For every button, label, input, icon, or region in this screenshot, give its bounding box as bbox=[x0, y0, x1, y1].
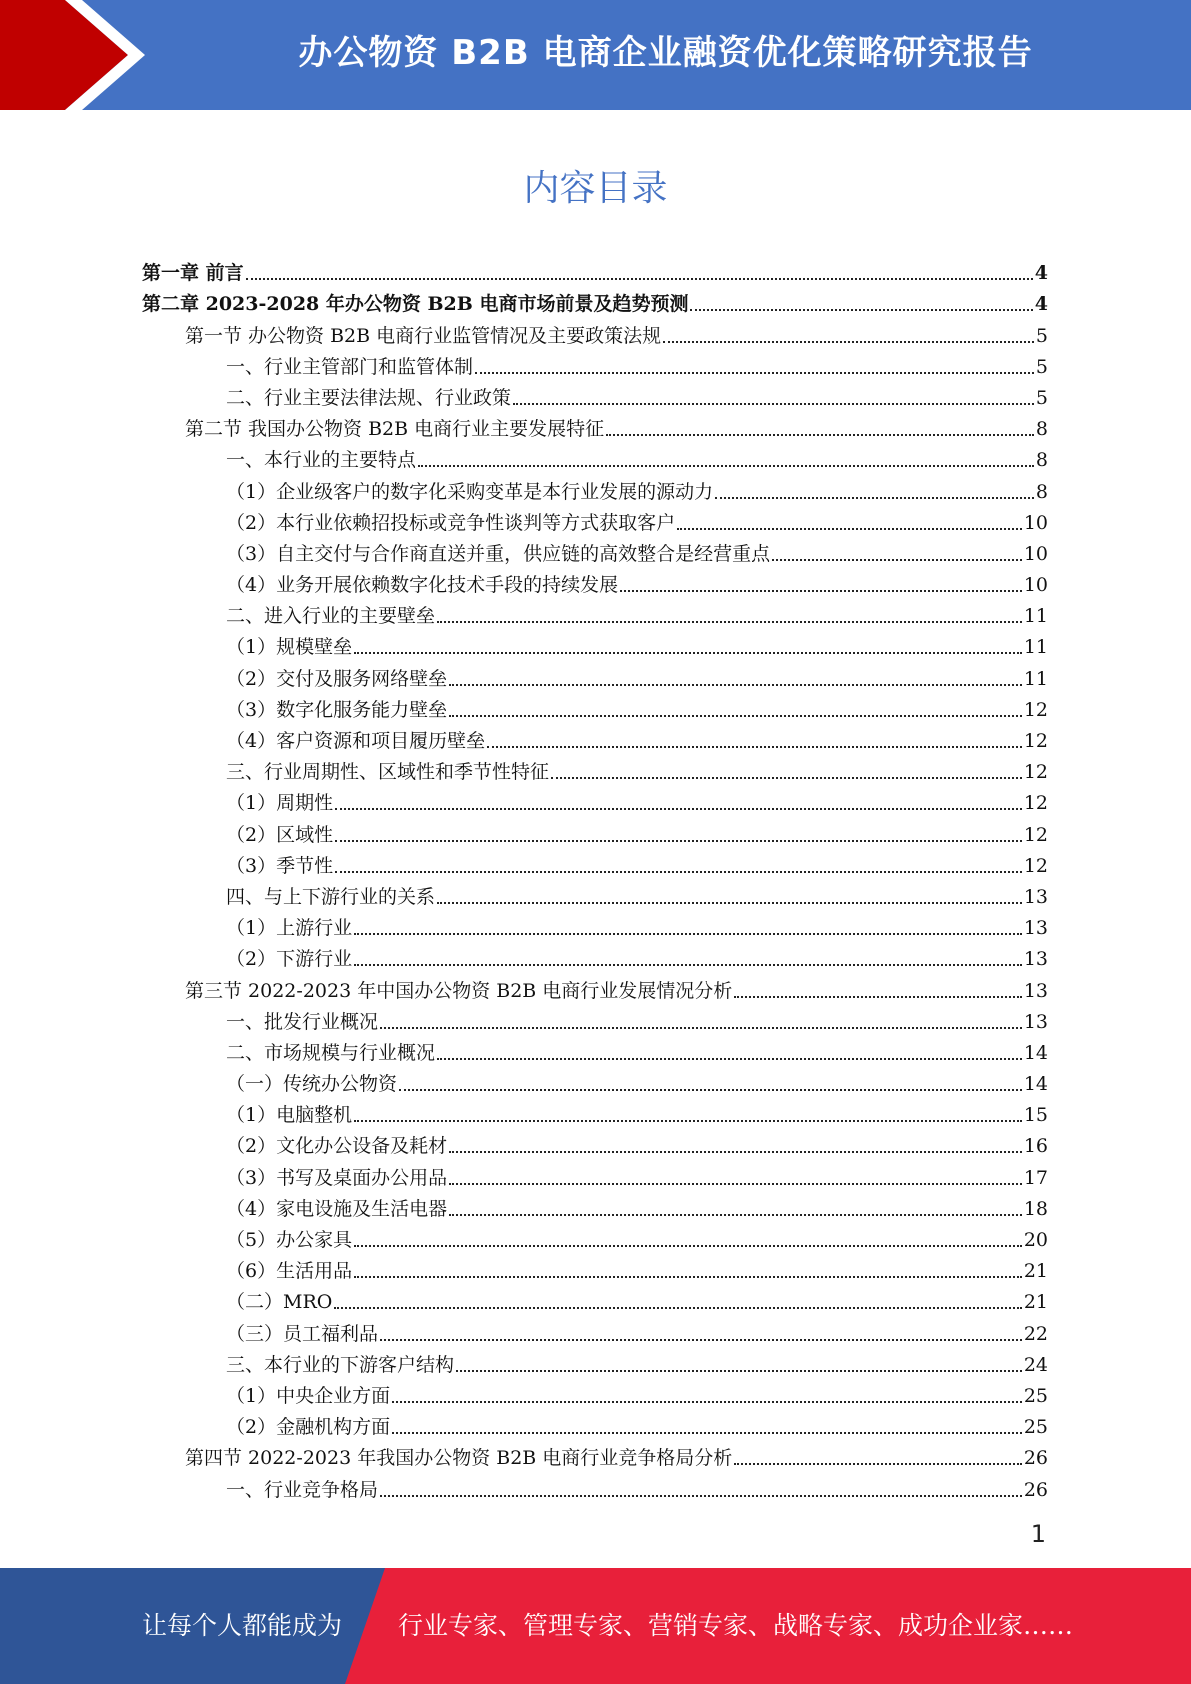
toc-entry-title: 第二节 我国办公物资 B2B 电商行业主要发展特征 bbox=[185, 418, 605, 441]
toc-entry-title: （2）文化办公设备及耗材 bbox=[226, 1135, 448, 1158]
toc-dot-leader bbox=[380, 1027, 1022, 1029]
toc-entry-title: （2）下游行业 bbox=[226, 948, 353, 971]
toc-dot-leader bbox=[437, 1058, 1022, 1060]
toc-dot-leader bbox=[335, 840, 1022, 842]
toc-dot-leader bbox=[456, 1370, 1022, 1372]
toc-entry-title: （4）客户资源和项目履历壁垒 bbox=[226, 730, 486, 752]
toc-entry[interactable] bbox=[142, 504, 1048, 535]
toc-dot-leader bbox=[487, 746, 1022, 748]
toc-entry[interactable] bbox=[142, 1003, 1048, 1034]
toc-entry[interactable] bbox=[142, 1221, 1048, 1252]
toc-entry[interactable] bbox=[142, 1283, 1048, 1314]
toc-entry[interactable] bbox=[142, 940, 1048, 971]
toc-entry-title: （1）周期性 bbox=[226, 792, 334, 815]
toc-entry-title: （3）数字化服务能力壁垒 bbox=[226, 698, 448, 721]
toc-entry-page: 22 bbox=[1023, 1322, 1048, 1345]
toc-entry-title: 第四节 2022-2023 年我国办公物资 B2B 电商行业竞争格局分析 bbox=[185, 1447, 733, 1470]
toc-dot-leader bbox=[772, 559, 1022, 561]
toc-entry-page: 18 bbox=[1023, 1197, 1048, 1220]
toc-entry-page: 15 bbox=[1023, 1104, 1048, 1127]
toc-entry[interactable] bbox=[142, 1439, 1048, 1470]
toc-entry-title: 一、本行业的主要特点 bbox=[226, 449, 417, 472]
toc-entry[interactable] bbox=[142, 1158, 1048, 1189]
toc-entry[interactable] bbox=[142, 1377, 1048, 1408]
toc-entry[interactable] bbox=[142, 348, 1048, 379]
toc-dot-leader bbox=[734, 1463, 1022, 1465]
toc-entry-title: （1）电脑整机 bbox=[226, 1104, 353, 1127]
toc-entry[interactable] bbox=[142, 316, 1048, 347]
toc-dot-leader bbox=[620, 590, 1022, 592]
toc-entry[interactable] bbox=[142, 254, 1048, 285]
toc-entry-page: 11 bbox=[1023, 636, 1048, 659]
toc-entry[interactable] bbox=[142, 1065, 1048, 1096]
toc-entry-title: 一、行业主管部门和监管体制 bbox=[226, 355, 474, 378]
toc-entry[interactable] bbox=[142, 628, 1048, 659]
toc-entry-page: 8 bbox=[1035, 449, 1048, 472]
toc-dot-leader bbox=[449, 1214, 1022, 1216]
toc-entry[interactable] bbox=[142, 566, 1048, 597]
toc-entry-title: 二、行业主要法律法规、行业政策 bbox=[226, 386, 512, 409]
toc-entry[interactable] bbox=[142, 659, 1048, 690]
toc-entry-page: 12 bbox=[1023, 761, 1048, 784]
toc-heading: 内容目录 bbox=[523, 168, 668, 209]
toc-entry-title: 第二章 2023-2028 年办公物资 B2B 电商市场前景及趋势预测 bbox=[142, 293, 689, 316]
page-header bbox=[0, 0, 1191, 110]
toc-entry-page: 12 bbox=[1023, 730, 1048, 752]
toc-entry[interactable] bbox=[142, 1096, 1048, 1127]
page-number: 1 bbox=[1030, 1520, 1046, 1548]
toc-entry[interactable] bbox=[142, 971, 1048, 1002]
toc-entry-page: 16 bbox=[1023, 1135, 1048, 1158]
toc-dot-leader bbox=[354, 1245, 1022, 1247]
toc-dot-leader bbox=[418, 465, 1034, 467]
toc-entry-page: 13 bbox=[1023, 948, 1048, 971]
toc-dot-leader bbox=[380, 1339, 1022, 1341]
toc-entry-page: 14 bbox=[1023, 1073, 1048, 1096]
toc-entry-page: 8 bbox=[1035, 480, 1048, 503]
toc-entry-page: 12 bbox=[1023, 698, 1048, 721]
toc-dot-leader bbox=[513, 403, 1034, 405]
toc-dot-leader bbox=[380, 1495, 1022, 1497]
toc-dot-leader bbox=[399, 1089, 1022, 1091]
toc-entry-page: 13 bbox=[1023, 1010, 1048, 1033]
footer-slogan-left: 让每个人都能成为 bbox=[142, 1611, 343, 1640]
toc-dot-leader bbox=[690, 309, 1032, 311]
toc-entry-page: 26 bbox=[1023, 1478, 1048, 1501]
footer-slogan-right: 行业专家、管理专家、营销专家、战略专家、成功企业家…… bbox=[398, 1611, 1074, 1640]
toc-entry-title: （3）季节性 bbox=[226, 854, 334, 877]
toc-entry-page: 11 bbox=[1023, 667, 1048, 690]
toc-entry-title: （1）规模壁垒 bbox=[226, 636, 353, 659]
toc-dot-leader bbox=[475, 372, 1034, 374]
toc-dot-leader bbox=[392, 1401, 1022, 1403]
toc-entry[interactable] bbox=[142, 1314, 1048, 1345]
toc-entry[interactable] bbox=[142, 691, 1048, 722]
toc-entry[interactable] bbox=[142, 878, 1048, 909]
toc-entry-page: 21 bbox=[1023, 1260, 1048, 1283]
toc-entry-page: 10 bbox=[1023, 542, 1048, 565]
toc-dot-leader bbox=[734, 996, 1022, 998]
toc-entry-page: 10 bbox=[1023, 574, 1048, 597]
toc-dot-leader bbox=[449, 684, 1022, 686]
report-title: 办公物资 B2B 电商企业融资优化策略研究报告 bbox=[298, 33, 1033, 73]
toc-entry-page: 25 bbox=[1023, 1416, 1048, 1439]
toc-dot-leader bbox=[449, 715, 1022, 717]
toc-entry[interactable] bbox=[142, 1127, 1048, 1158]
toc-dot-leader bbox=[437, 902, 1022, 904]
toc-entry[interactable] bbox=[142, 535, 1048, 566]
toc-dot-leader bbox=[715, 497, 1034, 499]
toc-dot-leader bbox=[246, 278, 1033, 280]
toc-entry[interactable] bbox=[142, 722, 1048, 753]
toc-entry-title: 二、市场规模与行业概况 bbox=[226, 1041, 436, 1064]
toc-entry-page: 4 bbox=[1034, 262, 1048, 285]
toc-entry[interactable] bbox=[142, 1190, 1048, 1221]
toc-entry-title: （4）家电设施及生活电器 bbox=[226, 1197, 448, 1220]
toc-dot-leader bbox=[354, 652, 1022, 654]
toc-entry-title: （2）区域性 bbox=[226, 823, 334, 846]
toc-entry-title: （二）MRO bbox=[226, 1291, 333, 1314]
table-of-contents bbox=[142, 254, 1048, 1502]
toc-dot-leader bbox=[663, 341, 1034, 343]
toc-entry-page: 14 bbox=[1023, 1041, 1048, 1064]
toc-entry-page: 20 bbox=[1023, 1229, 1048, 1251]
page-footer bbox=[0, 1568, 1191, 1684]
toc-entry-title: （2）交付及服务网络壁垒 bbox=[226, 667, 448, 690]
toc-entry-title: （5）办公家具 bbox=[226, 1229, 353, 1251]
toc-entry-page: 26 bbox=[1023, 1447, 1048, 1470]
toc-dot-leader bbox=[335, 808, 1022, 810]
toc-entry-page: 5 bbox=[1035, 355, 1048, 378]
toc-entry-page: 8 bbox=[1035, 418, 1048, 441]
toc-entry[interactable] bbox=[142, 379, 1048, 410]
toc-entry[interactable] bbox=[142, 1252, 1048, 1283]
toc-entry-title: 第三节 2022-2023 年中国办公物资 B2B 电商行业发展情况分析 bbox=[185, 979, 733, 1002]
toc-dot-leader bbox=[677, 528, 1022, 530]
toc-entry[interactable] bbox=[142, 847, 1048, 878]
toc-entry[interactable] bbox=[142, 1346, 1048, 1377]
toc-dot-leader bbox=[354, 1120, 1022, 1122]
toc-entry[interactable] bbox=[142, 441, 1048, 472]
header-arrow-decoration bbox=[0, 0, 160, 110]
toc-entry-title: （2）金融机构方面 bbox=[226, 1416, 391, 1439]
toc-entry[interactable] bbox=[142, 1408, 1048, 1439]
toc-entry-title: （1）上游行业 bbox=[226, 917, 353, 940]
toc-entry-page: 25 bbox=[1023, 1384, 1048, 1407]
toc-entry[interactable] bbox=[142, 909, 1048, 940]
toc-dot-leader bbox=[449, 1183, 1022, 1185]
toc-entry-title: （1）中央企业方面 bbox=[226, 1384, 391, 1407]
toc-entry-title: （1）企业级客户的数字化采购变革是本行业发展的源动力 bbox=[226, 480, 714, 503]
toc-entry-title: 四、与上下游行业的关系 bbox=[226, 885, 436, 908]
toc-entry[interactable] bbox=[142, 784, 1048, 815]
toc-dot-leader bbox=[354, 933, 1022, 935]
toc-entry-title: （4）业务开展依赖数字化技术手段的持续发展 bbox=[226, 574, 619, 597]
toc-dot-leader bbox=[606, 434, 1034, 436]
toc-entry[interactable] bbox=[142, 1034, 1048, 1065]
toc-entry-title: 第一节 办公物资 B2B 电商行业监管情况及主要政策法规 bbox=[185, 324, 662, 347]
toc-entry-title: 第一章 前言 bbox=[142, 262, 244, 285]
toc-dot-leader bbox=[354, 964, 1022, 966]
toc-entry[interactable] bbox=[142, 410, 1048, 441]
toc-entry-page: 4 bbox=[1034, 293, 1048, 316]
toc-entry-title: 一、批发行业概况 bbox=[226, 1010, 379, 1033]
toc-entry-title: 二、进入行业的主要壁垒 bbox=[226, 605, 436, 628]
toc-dot-leader bbox=[437, 621, 1022, 623]
toc-dot-leader bbox=[551, 777, 1022, 779]
toc-entry-title: （3）书写及桌面办公用品 bbox=[226, 1166, 448, 1189]
toc-entry-page: 12 bbox=[1023, 792, 1048, 815]
toc-entry[interactable] bbox=[142, 815, 1048, 846]
toc-entry-page: 5 bbox=[1035, 324, 1048, 347]
toc-entry-page: 13 bbox=[1023, 917, 1048, 940]
toc-entry[interactable] bbox=[142, 753, 1048, 784]
toc-entry-page: 21 bbox=[1023, 1291, 1048, 1314]
toc-entry-page: 17 bbox=[1023, 1166, 1048, 1189]
toc-entry[interactable] bbox=[142, 1470, 1048, 1501]
toc-entry-page: 13 bbox=[1023, 885, 1048, 908]
toc-entry-page: 12 bbox=[1023, 823, 1048, 846]
toc-entry-title: （3）自主交付与合作商直送并重，供应链的高效整合是经营重点 bbox=[226, 542, 771, 565]
toc-entry-title: 三、行业周期性、区域性和季节性特征 bbox=[226, 761, 550, 784]
toc-entry-title: （2）本行业依赖招投标或竞争性谈判等方式获取客户 bbox=[226, 511, 676, 534]
toc-entry-title: （三）员工福利品 bbox=[226, 1322, 379, 1345]
toc-entry-page: 13 bbox=[1023, 979, 1048, 1002]
toc-entry[interactable] bbox=[142, 597, 1048, 628]
toc-dot-leader bbox=[334, 1307, 1021, 1309]
toc-entry-page: 24 bbox=[1023, 1353, 1048, 1376]
toc-entry-page: 5 bbox=[1035, 386, 1048, 409]
toc-entry-page: 10 bbox=[1023, 511, 1048, 534]
toc-entry[interactable] bbox=[142, 285, 1048, 316]
toc-dot-leader bbox=[392, 1432, 1022, 1434]
toc-entry-page: 12 bbox=[1023, 854, 1048, 877]
toc-entry-title: （6）生活用品 bbox=[226, 1260, 353, 1283]
toc-entry[interactable] bbox=[142, 472, 1048, 503]
toc-dot-leader bbox=[335, 871, 1022, 873]
toc-entry-title: 一、行业竞争格局 bbox=[226, 1478, 379, 1501]
toc-entry-title: （一）传统办公物资 bbox=[226, 1073, 398, 1096]
toc-dot-leader bbox=[449, 1151, 1022, 1153]
toc-entry-page: 11 bbox=[1023, 605, 1048, 628]
toc-entry-title: 三、本行业的下游客户结构 bbox=[226, 1353, 455, 1376]
toc-dot-leader bbox=[354, 1276, 1022, 1278]
